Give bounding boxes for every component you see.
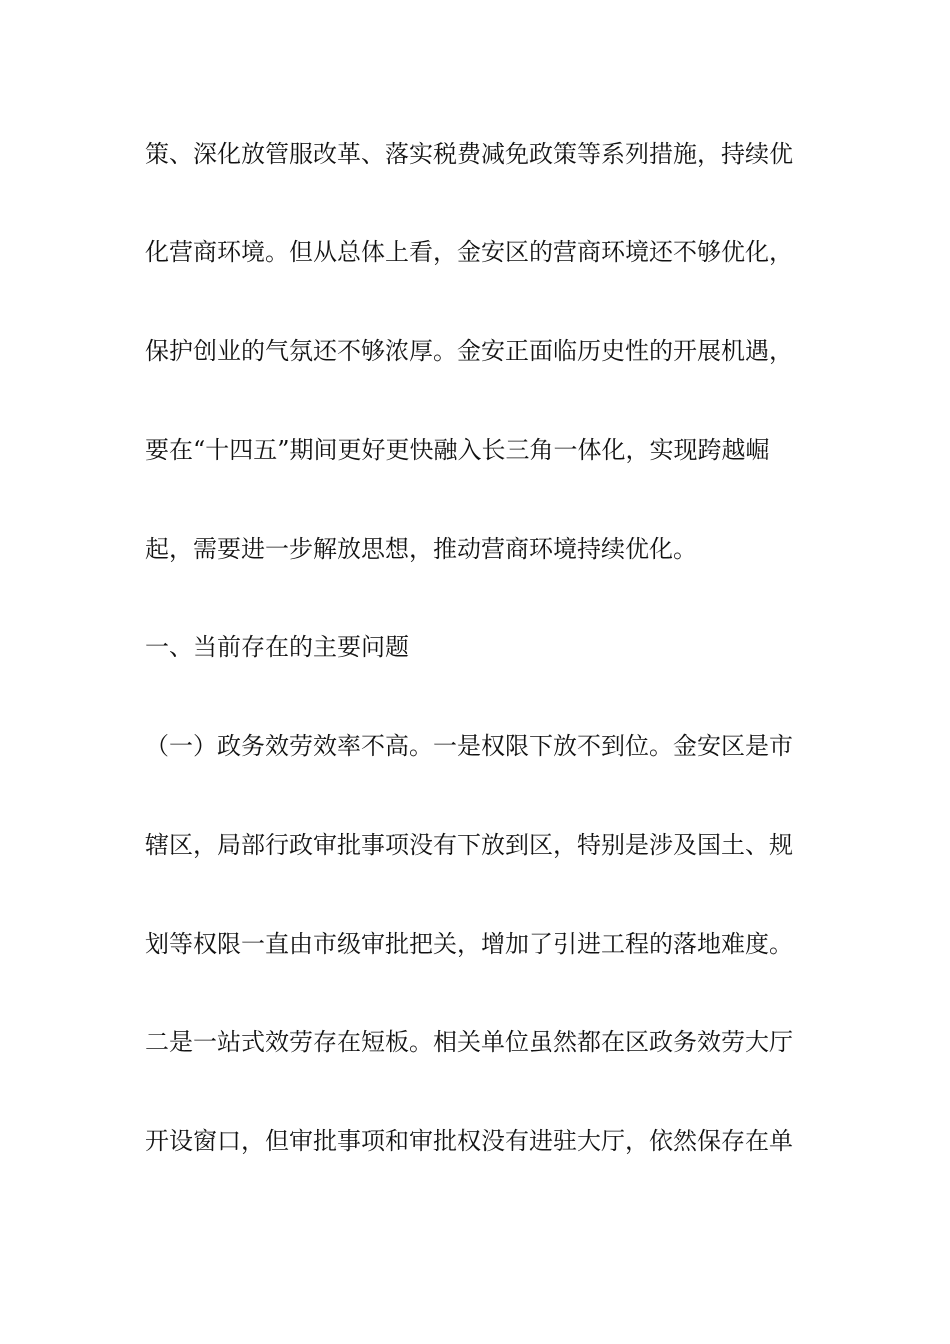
body-text-line: 划等权限一直由市级审批把关，增加了引进工程的落地难度。 <box>145 930 793 958</box>
body-text-line: 辖区，局部行政审批事项没有下放到区，特别是涉及国土、规 <box>145 831 793 859</box>
body-text-line: （一）政务效劳效率不高。一是权限下放不到位。金安区是市 <box>145 732 793 760</box>
body-text-line: 二是一站式效劳存在短板。相关单位虽然都在区政务效劳大厅 <box>145 1028 793 1056</box>
body-text-line: 保护创业的气氛还不够浓厚。金安正面临历史性的开展机遇， <box>145 337 793 365</box>
body-text-line: 开设窗口，但审批事项和审批权没有进驻大厅，依然保存在单 <box>145 1127 793 1155</box>
body-text-line: 化营商环境。但从总体上看，金安区的营商环境还不够优化， <box>145 238 793 266</box>
body-text-line: 起，需要进一步解放思想，推动营商环境持续优化。 <box>145 535 697 563</box>
body-text-line: 要在“十四五”期间更好更快融入长三角一体化，实现跨越崛 <box>145 436 770 464</box>
section-heading: 一、当前存在的主要问题 <box>145 633 409 661</box>
body-text-line: 策、深化放管服改革、落实税费减免政策等系列措施，持续优 <box>145 140 793 168</box>
